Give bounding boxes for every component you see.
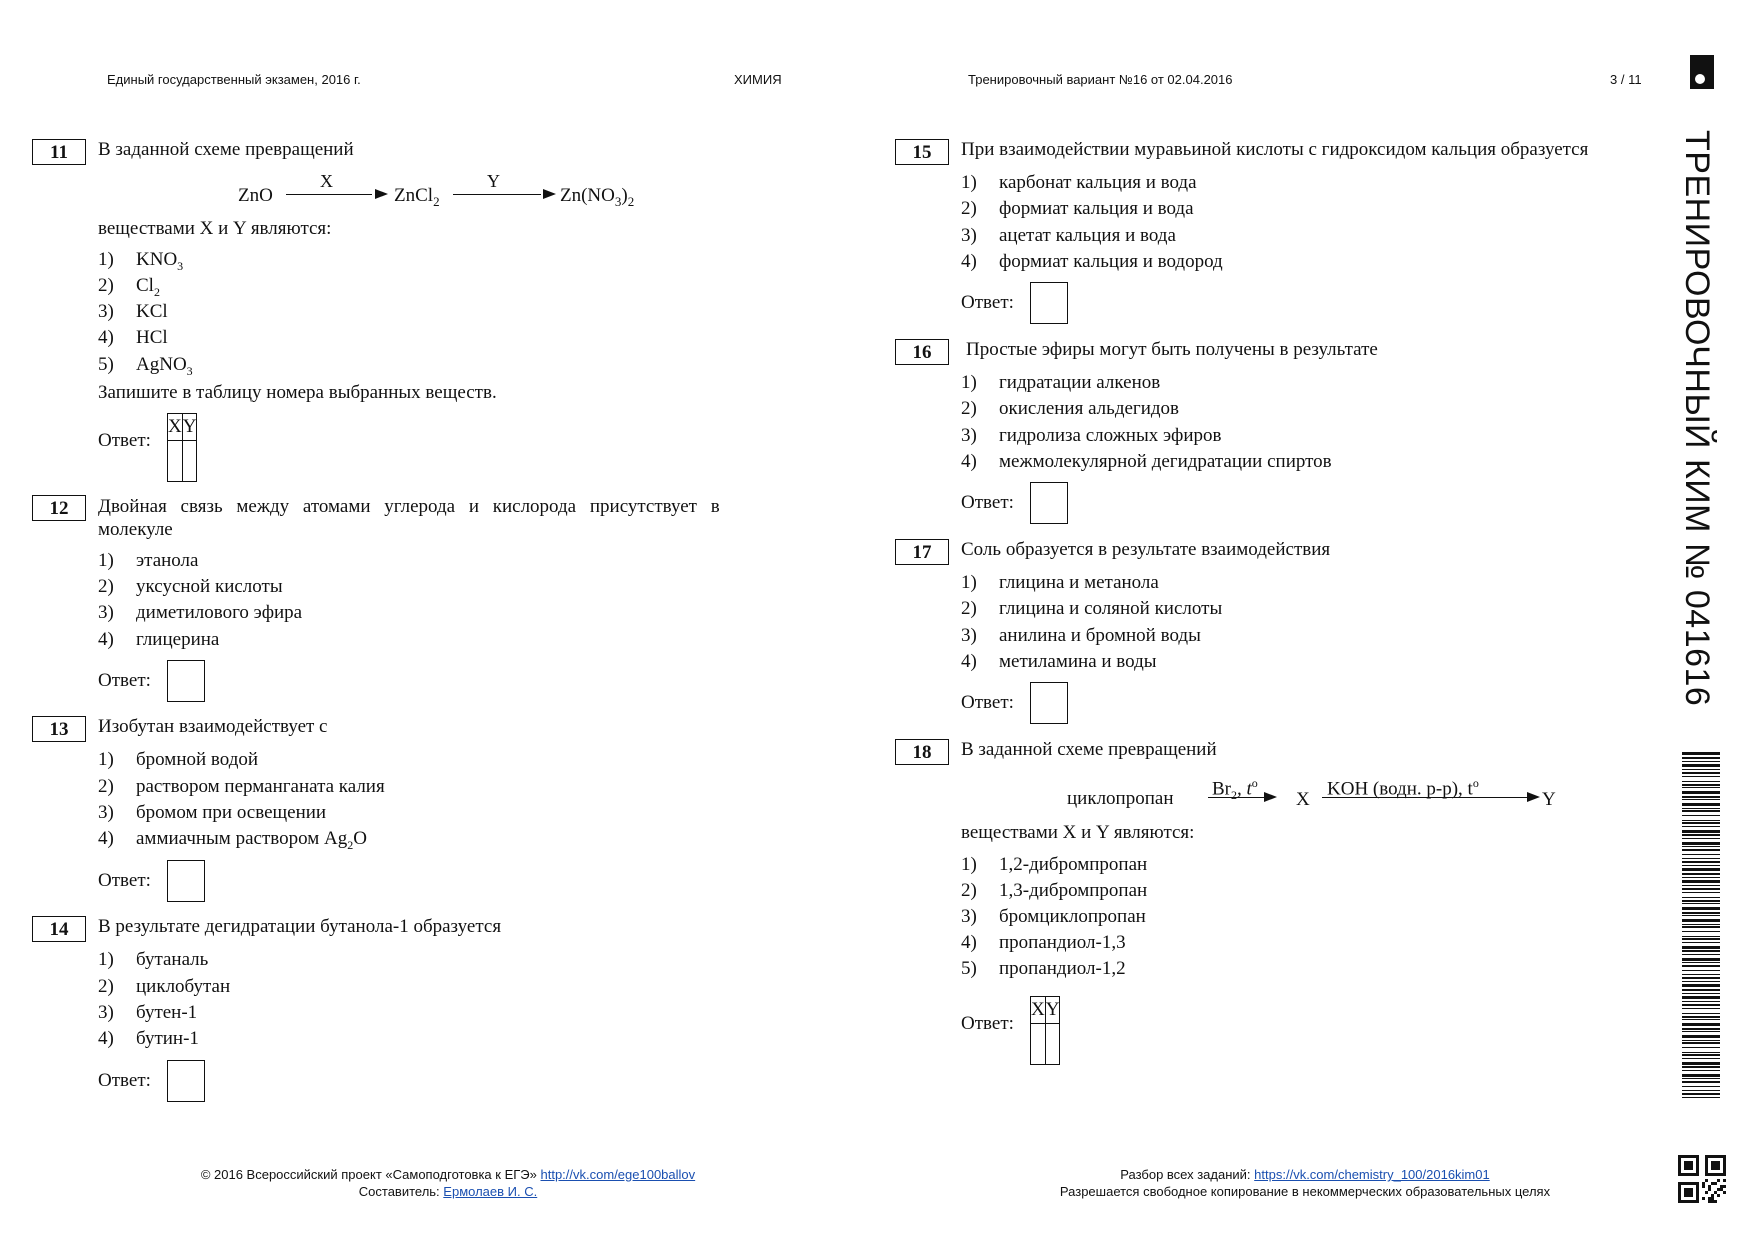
option: 4) межмолекулярной дегидратации спиртов <box>961 451 1332 472</box>
task-question: В результате дегидратации бутанола-1 образуется <box>98 916 502 937</box>
side-variant-label: ТРЕНИРОВОЧНЫЙ КИМ № 041616 <box>1678 130 1716 707</box>
scheme-reactant: циклопропан <box>1067 788 1174 809</box>
footer-left-line-1 <box>168 1167 728 1182</box>
footer-project-link[interactable]: http://vk.com/ege100ballov <box>540 1167 696 1182</box>
arrow-icon <box>453 194 541 195</box>
task-number: 11 <box>32 139 86 165</box>
answer-cell-y[interactable] <box>1045 1024 1060 1065</box>
barcode-icon <box>1682 752 1720 1100</box>
option: 4) формиат кальция и водород <box>961 251 1223 272</box>
footer-copyright-note: Разрешается свободное копирование в некоммерческих образовательных целях <box>1059 1184 1551 1199</box>
scheme-intermediate: ZnCl$_2$ <box>394 185 440 209</box>
task-question: Изобутан взаимодействует с <box>98 716 328 737</box>
option: 4) аммиачным раствором $Ag_2O$ <box>98 828 367 852</box>
option: 3) ацетат кальция и вода <box>961 225 1176 246</box>
option: 4) глицерина <box>98 629 220 650</box>
option: 5) AgNO$_3$ <box>98 354 193 378</box>
answer-box[interactable] <box>167 660 205 702</box>
task-number: 12 <box>32 495 86 521</box>
option: 1) бутаналь <box>98 949 209 970</box>
answer-box[interactable] <box>167 860 205 902</box>
footer-project-text: © 2016 Всероссийский проект «Самоподготовка к ЕГЭ» <box>200 1167 537 1182</box>
arrow-icon <box>286 194 372 195</box>
corner-marker-icon <box>1690 55 1714 89</box>
option: 4) пропандиол-1,3 <box>961 932 1126 953</box>
arrow-icon <box>1322 797 1527 798</box>
option: 2) раствором перманганата калия <box>98 776 385 797</box>
answer-box[interactable] <box>167 1060 205 1102</box>
arrow-head-icon <box>1264 792 1277 802</box>
option: 2) циклобутан <box>98 976 231 997</box>
option: 1) карбонат кальция и вода <box>961 172 1197 193</box>
option: 2) уксусной кислоты <box>98 576 283 597</box>
option: 3) гидролиза сложных эфиров <box>961 425 1222 446</box>
option: 3) бромом при освещении <box>98 802 327 823</box>
option: 1) этанола <box>98 550 199 571</box>
option: 3) бромциклопропан <box>961 906 1146 927</box>
answer-label: Ответ: <box>961 492 1014 513</box>
footer-analysis-link[interactable]: https://vk.com/chemistry_100/2016kim01 <box>1254 1167 1490 1182</box>
scheme-product: $Zn(NO_3)_2$ <box>560 185 635 209</box>
task-question-continued: веществами X и Y являются: <box>961 822 1195 843</box>
option: 3) анилина и бромной воды <box>961 625 1201 646</box>
answer-table <box>167 413 197 482</box>
answer-cell-x[interactable] <box>1031 1024 1046 1065</box>
footer-author-label: Составитель: <box>358 1184 440 1199</box>
task-question-continued: веществами X и Y являются: <box>98 218 332 239</box>
task-question: Соль образуется в результате взаимодействия <box>961 539 1331 560</box>
scheme-reagent-y: Y <box>487 171 500 191</box>
task-number: 16 <box>895 339 949 365</box>
task-question: В заданной схеме превращений <box>961 739 1217 760</box>
column-x-header: X <box>168 414 183 441</box>
arrow-head-icon <box>375 189 388 199</box>
answer-label: Ответ: <box>98 670 151 691</box>
task-question: В заданной схеме превращений <box>98 139 354 160</box>
task-question: При взаимодействии муравьиной кислоты с гидроксидом кальция образуется <box>961 139 1589 160</box>
answer-box[interactable] <box>1030 482 1068 524</box>
header-exam-title: Единый государственный экзамен, 2016 г. <box>107 72 361 87</box>
task-instruction: Запишите в таблицу номера выбранных веществ. <box>98 382 497 403</box>
qr-code-icon <box>1678 1155 1726 1203</box>
answer-box[interactable] <box>1030 682 1068 724</box>
option: 2) формиат кальция и вода <box>961 198 1194 219</box>
answer-label: Ответ: <box>98 1070 151 1091</box>
option: 3) KCl <box>98 301 168 322</box>
option: 2) $Cl_2$ <box>98 275 160 299</box>
scheme-reactant: ZnO <box>238 185 273 206</box>
task-question: Простые эфиры могут быть получены в результате <box>966 339 1378 360</box>
answer-label: Ответ: <box>961 692 1014 713</box>
footer-author-link[interactable]: Ермолаев И. С. <box>443 1184 538 1199</box>
option: 3) бутен-1 <box>98 1002 198 1023</box>
option: 2) 1,3-дибромпропан <box>961 880 1148 901</box>
arrow-head-icon <box>543 189 556 199</box>
answer-label: Ответ: <box>98 430 151 451</box>
option: 1) $KNO_3$ <box>98 249 184 273</box>
scheme-reagent-2: KOH (водн. р-р), $t^o$ <box>1327 776 1479 800</box>
header-page-number: 3 / 11 <box>1610 72 1642 87</box>
scheme-reagent-1: $Br_2$, $t^o$ <box>1212 776 1258 803</box>
scheme-intermediate: X <box>1296 789 1310 810</box>
answer-label: Ответ: <box>961 292 1014 313</box>
answer-cell-y[interactable] <box>182 441 197 482</box>
option: 1) гидратации алкенов <box>961 372 1161 393</box>
option: 1) бромной водой <box>98 749 259 770</box>
task-question: Двойная связь между атомами углерода и кислорода присутствует в <box>98 496 720 517</box>
header-variant: Тренировочный вариант №16 от 02.04.2016 <box>968 72 1233 87</box>
answer-cell-x[interactable] <box>168 441 183 482</box>
option: 4) HCl <box>98 327 168 348</box>
option: 2) окисления альдегидов <box>961 398 1180 419</box>
scheme-reagent-x: X <box>320 171 333 191</box>
footer-right-line-1 <box>1005 1167 1605 1182</box>
task-number: 17 <box>895 539 949 565</box>
arrow-icon <box>1208 797 1264 798</box>
task-number: 15 <box>895 139 949 165</box>
header-subject: ХИМИЯ <box>734 72 782 87</box>
footer-analysis-label: Разбор всех заданий: <box>1120 1167 1251 1182</box>
option: 4) метиламина и воды <box>961 651 1157 672</box>
task-number: 14 <box>32 916 86 942</box>
option: 2) глицина и соляной кислоты <box>961 598 1223 619</box>
option: 3) диметилового эфира <box>98 602 303 623</box>
footer-left-line-2 <box>168 1184 728 1199</box>
option: 1) 1,2-дибромпропан <box>961 854 1148 875</box>
option: 1) глицина и метанола <box>961 572 1159 593</box>
answer-box[interactable] <box>1030 282 1068 324</box>
option: 5) пропандиол-1,2 <box>961 958 1126 979</box>
answer-label: Ответ: <box>961 1013 1014 1034</box>
scheme-product: Y <box>1542 789 1556 810</box>
column-y-header: Y <box>1045 997 1060 1024</box>
arrow-head-icon <box>1527 792 1540 802</box>
task-question-continued: молекуле <box>98 519 173 540</box>
column-x-header: X <box>1031 997 1046 1024</box>
task-number: 13 <box>32 716 86 742</box>
column-y-header: Y <box>182 414 197 441</box>
answer-label: Ответ: <box>98 870 151 891</box>
task-number: 18 <box>895 739 949 765</box>
option: 4) бутин-1 <box>98 1028 199 1049</box>
answer-table <box>1030 996 1060 1065</box>
